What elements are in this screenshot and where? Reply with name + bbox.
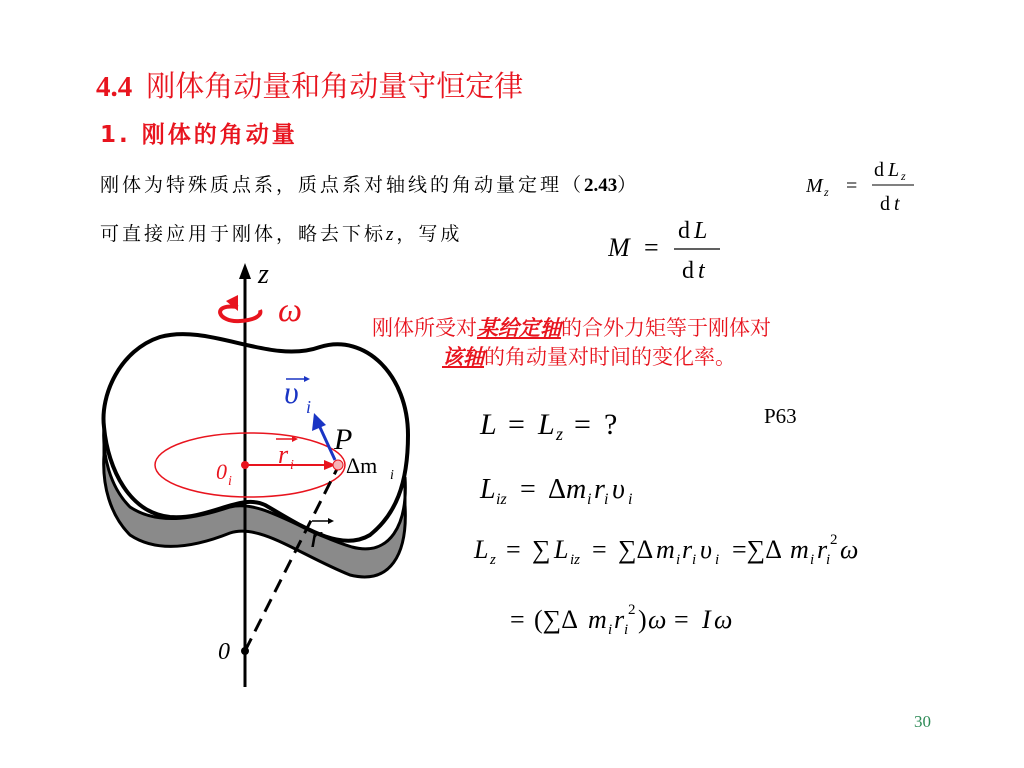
svg-text:): ) — [638, 605, 647, 634]
svg-text:L: L — [538, 408, 555, 441]
svg-text:i: i — [692, 552, 697, 568]
radius-subscript: i — [290, 458, 294, 473]
page-reference: P63 — [764, 404, 797, 428]
svg-text:i: i — [587, 491, 592, 508]
orbit-center-point — [241, 461, 249, 469]
svg-text:iz: iz — [570, 552, 581, 568]
svg-text:m: m — [566, 474, 587, 505]
z-axis-arrowhead — [239, 263, 251, 279]
svg-text:=: = — [506, 535, 521, 564]
svg-text:L: L — [888, 159, 900, 181]
velocity-label: υ — [284, 374, 299, 410]
svg-text:r: r — [614, 605, 625, 634]
svg-text:?: ? — [604, 408, 618, 441]
mass-subscript: i — [390, 468, 394, 483]
velocity-subscript: i — [306, 397, 312, 417]
svg-text:=: = — [508, 408, 525, 441]
svg-text:z: z — [556, 424, 564, 444]
point-label: P — [334, 423, 353, 456]
paragraph-line-1 — [100, 170, 639, 197]
equation-3 — [473, 532, 858, 568]
svg-text:=: = — [592, 535, 607, 564]
statement-part-1: 刚体所受对 — [372, 316, 477, 340]
axis-label: z — [258, 259, 269, 290]
mass-label-text: Δm — [346, 453, 378, 478]
paragraph-line-1-suffix: ） — [617, 174, 640, 196]
theorem-statement — [372, 314, 932, 372]
svg-text:r: r — [594, 474, 605, 505]
svg-text:Δ: Δ — [548, 474, 567, 505]
radius-label: r — [278, 440, 289, 469]
statement-emphasis-2: 该轴 — [442, 345, 484, 369]
svg-text:υ: υ — [700, 535, 712, 564]
rigid-body-diagram — [90, 255, 420, 695]
formula-rigid-body-theorem-svg — [608, 212, 728, 288]
svg-text:(∑Δ: (∑Δ — [534, 605, 578, 634]
section-title-text: 刚体角动量和角动量守恒定律 — [146, 69, 524, 103]
equation-1 — [479, 408, 617, 444]
svg-text:L: L — [554, 535, 569, 564]
svg-text:i: i — [608, 622, 613, 638]
subsection-title: 1. 刚体的角动量 — [100, 122, 298, 148]
particle-point — [333, 460, 343, 470]
svg-text:L: L — [474, 535, 489, 564]
svg-text:=: = — [846, 175, 858, 197]
svg-text:d: d — [678, 218, 690, 244]
svg-text:L: L — [480, 474, 496, 505]
paragraph-line-2-suffix: ，写成 — [396, 223, 463, 245]
svg-text:∑: ∑ — [532, 535, 551, 564]
svg-text:υ: υ — [612, 474, 625, 505]
svg-text:i: i — [676, 552, 681, 568]
statement-part-3: 的角动量对时间的变化率。 — [484, 345, 736, 369]
mass-label — [346, 453, 377, 478]
svg-text:M: M — [806, 175, 823, 197]
svg-text:m: m — [656, 535, 675, 564]
svg-text:=: = — [510, 605, 525, 634]
svg-text:∑Δ: ∑Δ — [618, 535, 654, 564]
omega-label: ω — [278, 292, 303, 329]
svg-text:i: i — [624, 622, 629, 638]
svg-text:r: r — [682, 535, 693, 564]
svg-text:=∑Δ: =∑Δ — [732, 535, 782, 564]
svg-text:ω: ω — [714, 605, 733, 634]
theorem-statement-line-2 — [372, 343, 932, 372]
statement-part-2: 的合外力矩等于刚体对 — [561, 316, 771, 340]
svg-text:i: i — [628, 491, 633, 508]
svg-text:d: d — [880, 193, 890, 215]
svg-text:i: i — [604, 491, 609, 508]
origin-label: 0 — [218, 639, 230, 665]
svg-text:=: = — [520, 474, 536, 505]
section-number: 4.4 — [96, 71, 133, 103]
theorem-statement-line-1 — [372, 314, 932, 343]
origin-point — [241, 647, 249, 655]
statement-emphasis-1: 某给定轴 — [477, 316, 561, 340]
equation-4 — [510, 602, 732, 638]
paragraph-line-2-prefix: 可直接应用于刚体，略去下标 — [100, 223, 387, 245]
center-label: 0 — [216, 459, 227, 484]
rotation-arrow — [220, 306, 260, 321]
svg-text:i: i — [810, 552, 815, 568]
svg-text:r: r — [817, 535, 828, 564]
svg-text:z: z — [490, 552, 496, 568]
formula-rigid-body-theorem — [608, 212, 728, 293]
svg-text:z: z — [824, 185, 829, 199]
svg-text:m: m — [790, 535, 809, 564]
svg-text:2: 2 — [628, 602, 636, 618]
svg-text:iz: iz — [496, 491, 507, 508]
svg-text:i: i — [826, 552, 831, 568]
svg-text:I: I — [702, 605, 711, 634]
svg-text:M: M — [608, 233, 630, 262]
svg-text:d: d — [874, 159, 884, 181]
svg-text:=: = — [574, 408, 591, 441]
svg-text:i: i — [715, 552, 720, 568]
formula-axis-theorem — [806, 156, 926, 224]
svg-text:t: t — [698, 258, 705, 284]
svg-text:L: L — [480, 408, 497, 441]
svg-text:t: t — [894, 193, 900, 215]
svg-text:=: = — [644, 233, 659, 262]
slide-number: 30 — [914, 712, 931, 731]
svg-text:=: = — [674, 605, 689, 634]
svg-text:z: z — [901, 169, 906, 183]
svg-text:m: m — [588, 605, 607, 634]
paragraph-line-2 — [100, 219, 462, 246]
svg-text:d: d — [682, 258, 694, 284]
section-title — [96, 64, 523, 105]
svg-text:2: 2 — [830, 532, 838, 548]
paragraph-line-2-var: z — [386, 224, 397, 245]
svg-text:ω: ω — [648, 605, 667, 634]
svg-text:ω: ω — [840, 535, 859, 564]
position-label: r — [310, 518, 323, 554]
formula-axis-theorem-svg — [806, 156, 926, 218]
center-subscript: i — [228, 474, 232, 489]
paragraph-line-1-prefix: 刚体为特殊质点系，质点系对轴线的角动量定理（ — [100, 174, 585, 196]
svg-text:L: L — [694, 218, 708, 244]
equation-reference: 2.43 — [584, 175, 618, 196]
equation-2 — [479, 474, 632, 508]
equations-block — [470, 398, 930, 648]
